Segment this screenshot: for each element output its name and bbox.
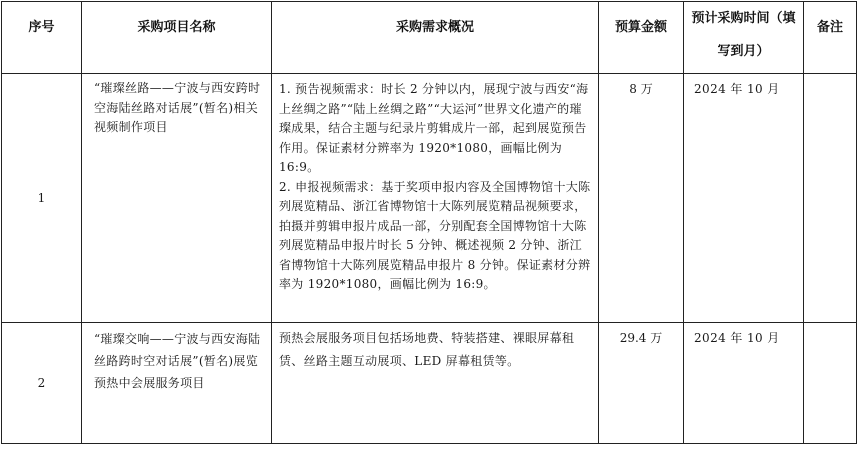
requirement-item-2: 2. 申报视频需求：基于奖项申报内容及全国博物馆十大陈列展览精品、浙江省博物馆十大陈列展览精品视频要求，拍摄并剪辑申报片成品一部，分别配套全国博物馆十大陈列展览精品申报片时长 5 分钟、概述视频 2 分钟、浙江省博物馆十大陈列展览精品申报片 8 分钟。保证素材分辨率为 1920*1080，画幅比例为 16:9。 (279, 179, 591, 291)
row-time: 2024 年 10 月 (694, 331, 780, 345)
header-requirement: 采购需求概况 (272, 2, 599, 74)
row-index: 2 (2, 323, 82, 444)
row-budget: 8 万 (629, 82, 653, 96)
row-budget-cell (599, 74, 684, 323)
header-time: 预计采购时间（填写到月） (684, 2, 804, 74)
row-name-cell (82, 323, 272, 444)
header-index: 序号 (2, 2, 82, 74)
procurement-table (1, 1, 857, 444)
requirement-item-1: 预热会展服务项目包括场地费、特装搭建、裸眼屏幕租赁、丝路主题互动展项、LED 屏幕租赁等。 (279, 331, 575, 368)
row-budget: 29.4 万 (619, 331, 663, 345)
row-index: 1 (2, 74, 82, 323)
header-budget: 预算金额 (599, 2, 684, 74)
row-time-cell (684, 323, 804, 444)
table-row (2, 323, 857, 444)
row-name-cell (82, 74, 272, 323)
row-name: “璀璨丝路——宁波与西安跨时空海陆丝路对话展”(暂名)相关视频制作项目 (94, 81, 261, 134)
header-row (2, 2, 857, 74)
row-requirement-cell (272, 323, 599, 444)
row-name: “璀璨交响——宁波与西安海陆丝路跨时空对话展”(暂名)展览预热中会展服务项目 (94, 332, 261, 390)
row-time: 2024 年 10 月 (694, 82, 780, 96)
requirement-item-1: 1. 预告视频需求：时长 2 分钟以内，展现宁波与西安“海上丝绸之路”“陆上丝绸之路”“大运河”世界文化遗产的璀璨成果，结合主题与纪录片剪辑成片一部，起到展览预告作用。保证素材分辨率为 1920*1080，画幅比例为 16:9。 (279, 82, 589, 174)
row-remark (804, 74, 857, 323)
header-remark: 备注 (804, 2, 857, 74)
row-time-cell (684, 74, 804, 323)
row-remark (804, 323, 857, 444)
header-name: 采购项目名称 (82, 2, 272, 74)
row-budget-cell (599, 323, 684, 444)
table-row (2, 74, 857, 323)
row-requirement-cell (272, 74, 599, 323)
